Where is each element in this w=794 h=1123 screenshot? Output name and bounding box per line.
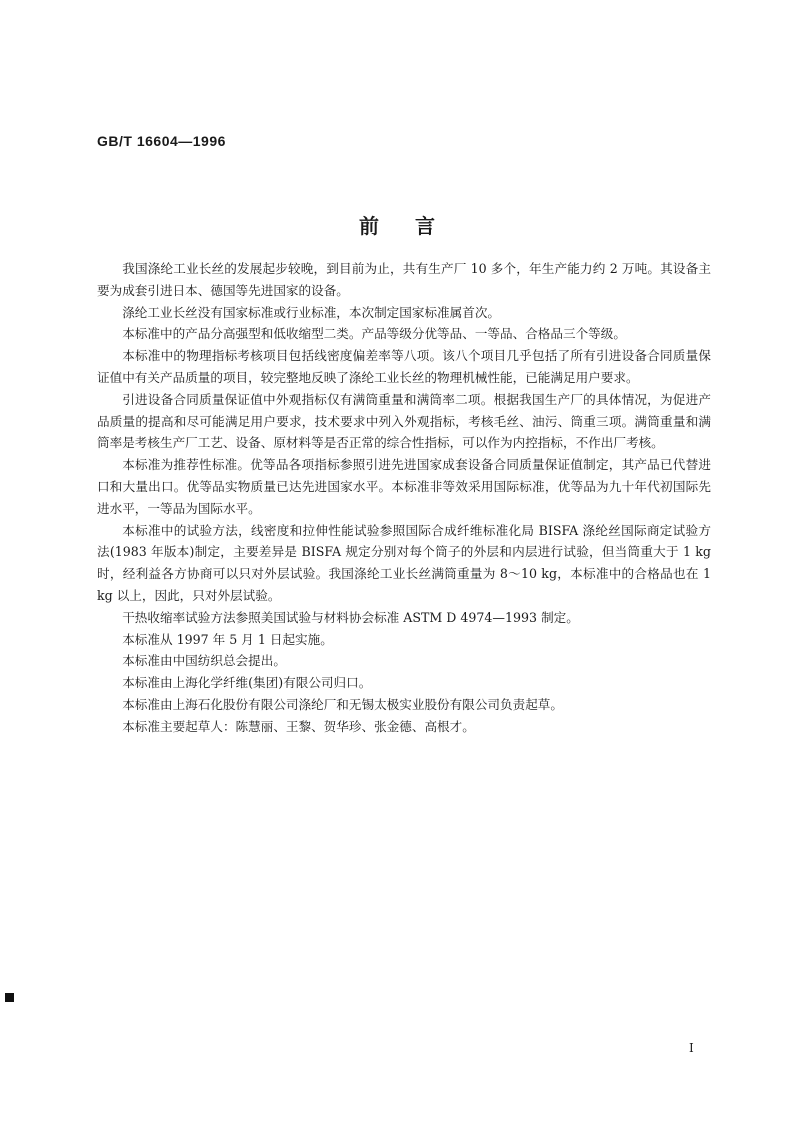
paragraph: 本标准中的产品分高强型和低收缩型二类。产品等级分优等品、一等品、合格品三个等级。 [122,326,626,342]
paragraph: 本标准由中国纺织总会提出。 [122,653,286,669]
paragraph: 我国涤纶工业长丝的发展起步较晚，到目前为止，共有生产厂 10 多个，年生产能力约 2 万吨。其设备主要为成套引进日本、德国等先进国家的设备。 [97,261,711,298]
paragraph: 干热收缩率试验方法参照美国试验与材料协会标准 ASTM D 4974—1993 制定。 [122,609,579,625]
paragraph: 本标准主要起草人：陈慧丽、王黎、贺华珍、张金德、高根才。 [122,718,475,734]
paragraph: 涤纶工业长丝没有国家标准或行业标准，本次制定国家标准属首次。 [122,304,500,320]
paragraph: 本标准由上海化学纤维(集团)有限公司归口。 [122,675,372,691]
paragraph: 本标准为推荐性标准。优等品各项指标参照引进先进国家成套设备合同质量保证值制定，其产品已代替进口和大量出口。优等品实物质量已达先进国家水平。本标准非等效采用国际标准，优等品为九十年代初国际先进水平，一等品为国际水平。 [97,457,711,516]
paragraph: 本标准中的试验方法，线密度和拉伸性能试验参照国际合成纤维标准化局 BISFA 涤纶丝国际商定试验方法(1983 年版本)制定，主要差异是 BISFA 规定分别对每个筒子的外层和内层进行试验，但当筒重大于 1 kg 时，经利益各方协商可以只对外层试验。我国涤纶工业长丝满筒重量为 8～10 kg，本标准中的合格品也在 1 kg 以上，因此，只对外层试验。 [97,522,711,603]
paragraph: 本标准从 1997 年 5 月 1 日起实施。 [122,631,333,647]
document-body [97,258,711,738]
paragraph: 本标准中的物理指标考核项目包括线密度偏差率等八项。该八个项目几乎包括了所有引进设备合同质量保证值中有关产品质量的项目，较完整地反映了涤纶工业长丝的物理机械性能，已能满足用户要求。 [97,348,711,385]
scan-marker [5,993,14,1002]
standard-number: GB/T 16604—1996 [97,133,226,149]
page-number: I [689,1041,694,1055]
paragraph: 引进设备合同质量保证值中外观指标仅有满筒重量和满筒率二项。根据我国生产厂的具体情况，为促进产品质量的提高和尽可能满足用户要求，技术要求中列入外观指标，考核毛丝、油污、筒重三项。满筒重量和满筒率是考核生产厂工艺、设备、原材料等是否正常的综合性指标，可以作为内控指标，不作出厂考核。 [97,391,711,451]
paragraph: 本标准由上海石化股份有限公司涤纶厂和无锡太极实业股份有限公司负责起草。 [122,696,563,712]
page-title: 前言 [359,214,471,238]
